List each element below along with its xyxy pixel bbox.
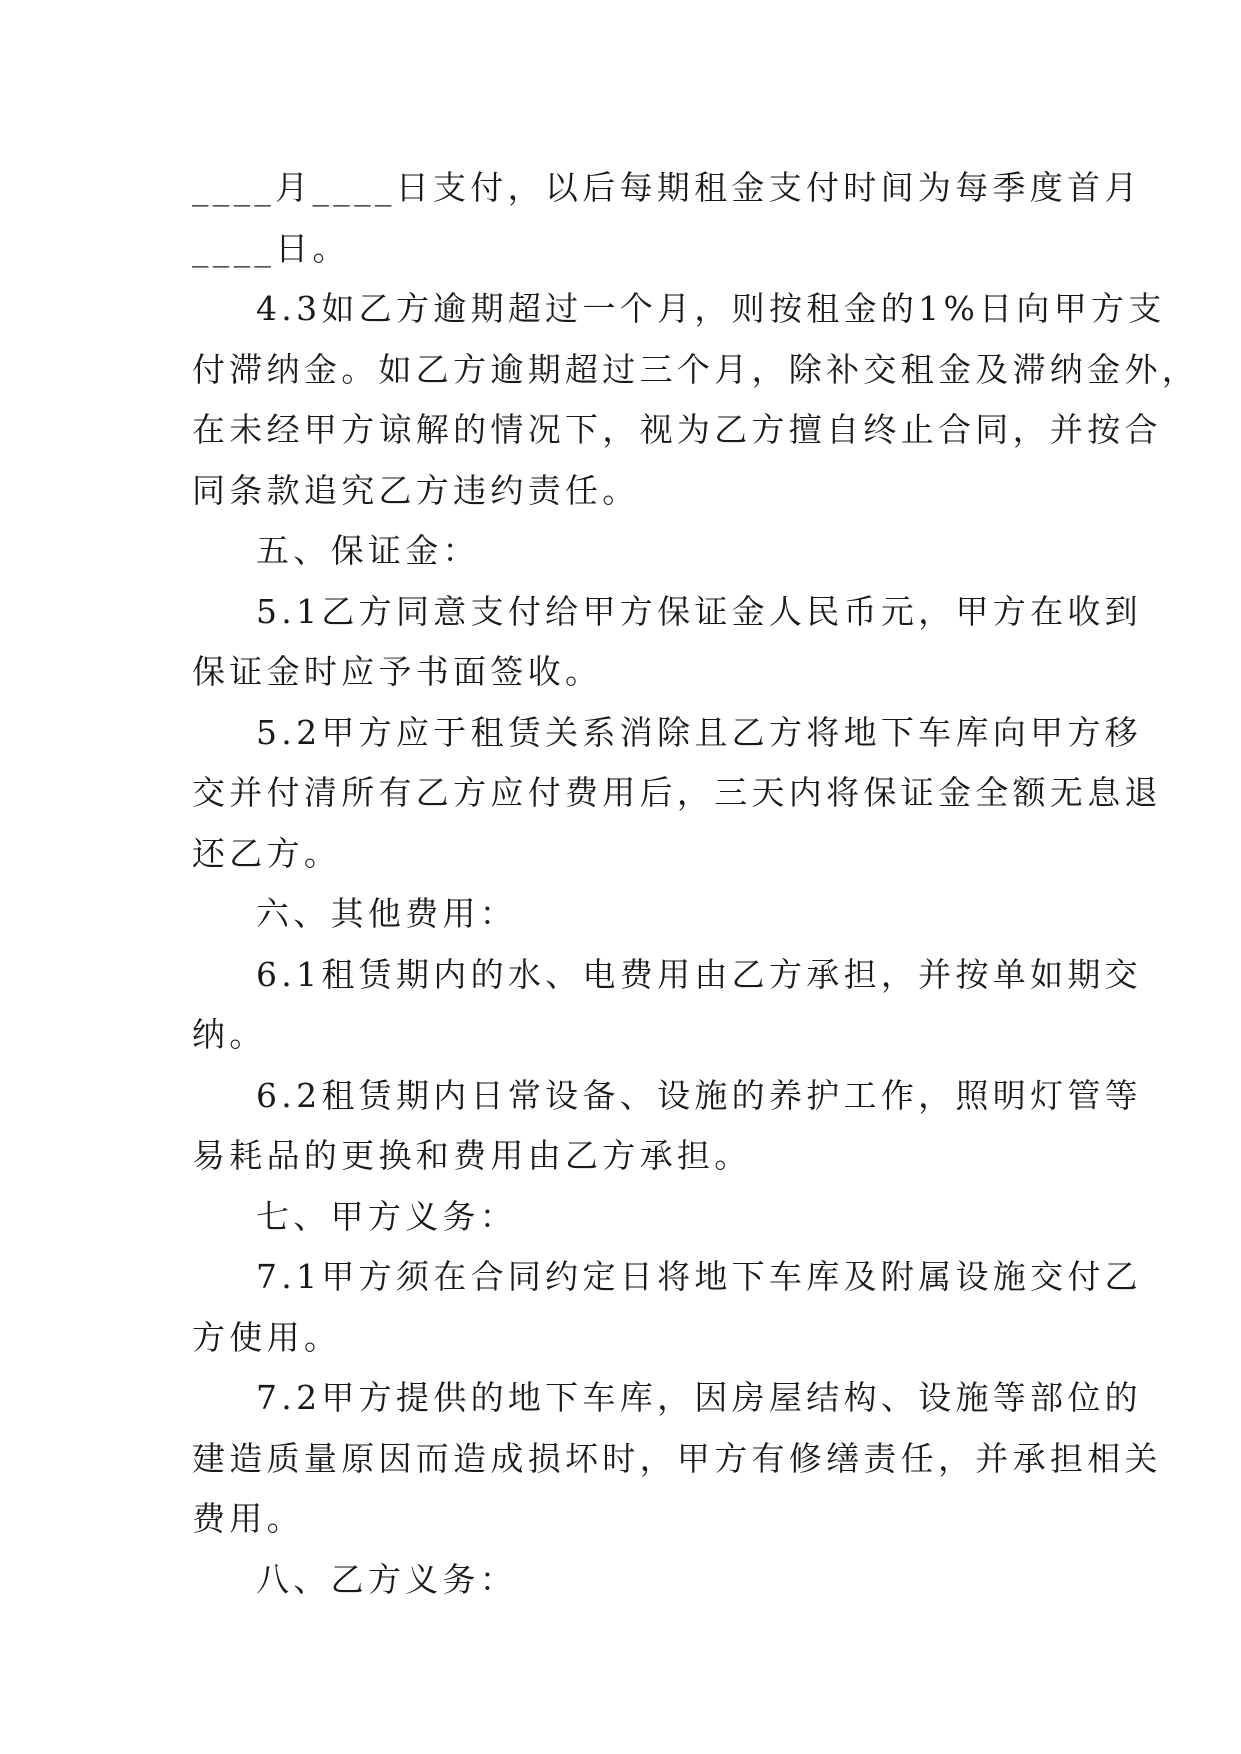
section-heading-party-a-duties: 七、甲方义务： <box>256 1196 518 1236</box>
clause-4-3: 4.3如乙方逾期超过一个月，则按租金的1%日向甲方支 <box>256 289 1166 328</box>
text-line: 同条款追究乙方违约责任。 <box>192 470 640 510</box>
clause-7-2: 7.2甲方提供的地下车库，因房屋结构、设施等部位的 <box>256 1378 1142 1417</box>
text-line: ____月____日支付，以后每期租金支付时间为每季度首月 <box>192 168 1142 207</box>
section-heading-party-b-duties: 八、乙方义务： <box>256 1559 518 1599</box>
text-line: 建造质量原因而造成损坏时，甲方有修缮责任，并承担相关 <box>192 1438 1162 1478</box>
text-line: 易耗品的更换和费用由乙方承担。 <box>192 1136 752 1175</box>
clause-5-2: 5.2甲方应于租赁关系消除且乙方将地下车库向甲方移 <box>256 712 1142 752</box>
text-line: 方使用。 <box>192 1317 342 1357</box>
text-line: ____日。 <box>192 228 350 268</box>
text-line: 还乙方。 <box>192 833 342 873</box>
section-heading-deposit: 五、保证金： <box>256 531 480 570</box>
clause-6-1: 6.1租赁期内的水、电费用由乙方承担，并按单如期交 <box>256 954 1142 994</box>
clause-7-1: 7.1甲方须在合同约定日将地下车库及附属设施交付乙 <box>256 1257 1142 1296</box>
document-page <box>192 158 1200 1610</box>
clause-5-1: 5.1乙方同意支付给甲方保证金人民币元，甲方在收到 <box>256 591 1142 631</box>
text-line: 费用。 <box>192 1499 304 1538</box>
text-line: 在未经甲方谅解的情况下，视为乙方擅自终止合同，并按合 <box>192 410 1162 449</box>
text-line: 付滞纳金。如乙方逾期超过三个月，除补交租金及滞纳金外， <box>192 349 1200 389</box>
text-line: 纳。 <box>192 1015 267 1054</box>
clause-6-2: 6.2租赁期内日常设备、设施的养护工作，照明灯管等 <box>256 1075 1142 1115</box>
text-line: 交并付清所有乙方应付费用后，三天内将保证金全额无息退 <box>192 773 1162 812</box>
text-line: 保证金时应予书面签收。 <box>192 652 603 691</box>
section-heading-other-fees: 六、其他费用： <box>256 894 518 933</box>
